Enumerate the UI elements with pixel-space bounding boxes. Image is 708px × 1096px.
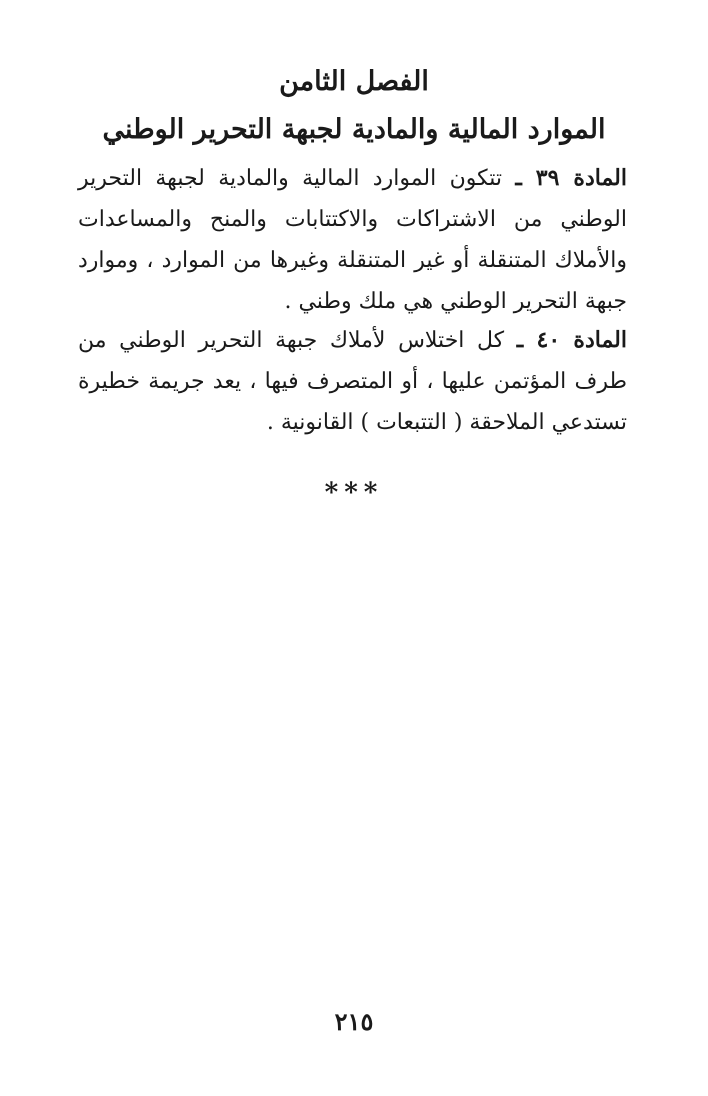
article-39-paragraph bbox=[78, 158, 627, 322]
page-number: ٢١٥ bbox=[334, 1007, 374, 1036]
article-40-label: المادة ٤٠ ـ bbox=[516, 327, 627, 353]
section-separator: *** bbox=[324, 478, 384, 508]
chapter-title: الفصل الثامن bbox=[279, 66, 429, 97]
chapter-subtitle: الموارد المالية والمادية لجبهة التحرير الوطني bbox=[102, 114, 606, 145]
article-39-label: المادة ٣٩ ـ bbox=[515, 165, 627, 191]
article-40-paragraph bbox=[78, 320, 627, 443]
article-40-text: كل اختلاس لأملاك جبهة التحرير الوطني من طرف المؤتمن عليها ، أو المتصرف فيها ، يعد جريمة خطيرة تستدعي الملاحقة ( التتبعات ) القانونية . bbox=[78, 328, 627, 435]
article-39-text: تتكون الموارد المالية والمادية لجبهة التحرير الوطني من الاشتراكات والاكتتابات والمنح والمساعدات والأملاك المتنقلة أو غير المتنقلة وغيرها من الموارد ، وموارد جبهة التحرير الوطني هي ملك وطني . bbox=[78, 166, 627, 314]
